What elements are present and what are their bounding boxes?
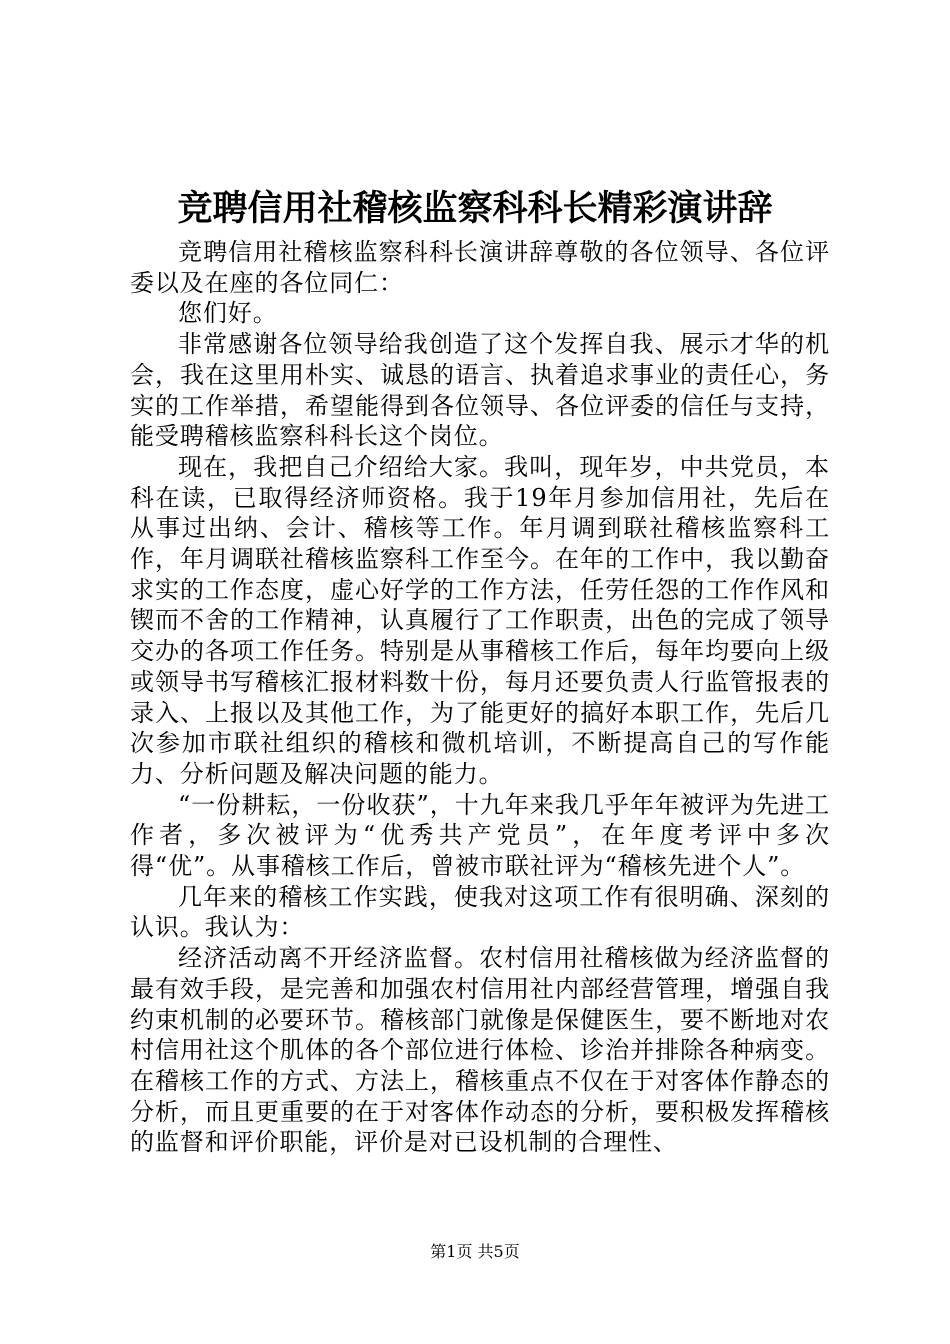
paragraph-1: 竞聘信用社稽核监察科科长演讲辞尊敬的各位领导、各位评委以及在座的各位同仁： bbox=[130, 238, 830, 297]
page-footer: 第1页 共5页 bbox=[430, 1242, 520, 1261]
paragraph-3: 非常感谢各位领导给我创造了这个发挥自我、展示才华的机会，我在这里用朴实、诚恳的语言、执着追求事业的责任心，务实的工作举措，希望能得到各位领导、各位评委的信任与支持，能受聘稽核监察科科长这个岗位。 bbox=[130, 330, 830, 451]
paragraph-4: 现在，我把自己介绍给大家。我叫，现年岁，中共党员，本科在读，已取得经济师资格。我于19年月参加信用社，先后在从事过出纳、会计、稽核等工作。年月调到联社稽核监察科工作，年月调联社稽核监察科工作至今。在年的工作中，我以勤奋求实的工作态度，虚心好学的工作方法，任劳任怨的工作作风和锲而不舍的工作精神，认真履行了工作职责，出色的完成了领导交办的各项工作任务。特别是从事稽核工作后，每年均要向上级或领导书写稽核汇报材料数十份，每月还要负责人行监管报表的录入、上报以及其他工作，为了能更好的搞好本职工作，先后几次参加市联社组织的稽核和微机培训，不断提高自己的写作能力、分析问题及解决问题的能力。 bbox=[130, 452, 830, 788]
paragraph-2: 您们好。 bbox=[178, 299, 278, 328]
paragraph-6: 几年来的稽核工作实践，使我对这项工作有很明确、深刻的认识。我认为： bbox=[130, 882, 830, 942]
paragraph-5: “一份耕耘，一份收获”，十九年来我几乎年年被评为先进工作者，多次被评为“优秀共产党员”，在年度考评中多次得“优”。从事稽核工作后，曾被市联社评为“稽核先进个人”。 bbox=[130, 790, 830, 881]
paragraph-7: 经济活动离不开经济监督。农村信用社稽核做为经济监督的最有效手段，是完善和加强农村信用社内部经营管理，增强自我约束机制的必要环节。稽核部门就像是保健医生，要不断地对农村信用社这个肌体的各个部位进行体检、诊治并排除各种病变。在稽核工作的方式、方法上，稽核重点不仅在于对客体作静态的分析，而且更重要的在于对客体作动态的分析，要积极发挥稽核的监督和评价职能，评价是对已设机制的合理性、 bbox=[130, 944, 830, 1157]
document-title: 竞聘信用社稽核监察科科长精彩演讲辞 bbox=[177, 188, 773, 229]
document-body bbox=[130, 237, 830, 1158]
